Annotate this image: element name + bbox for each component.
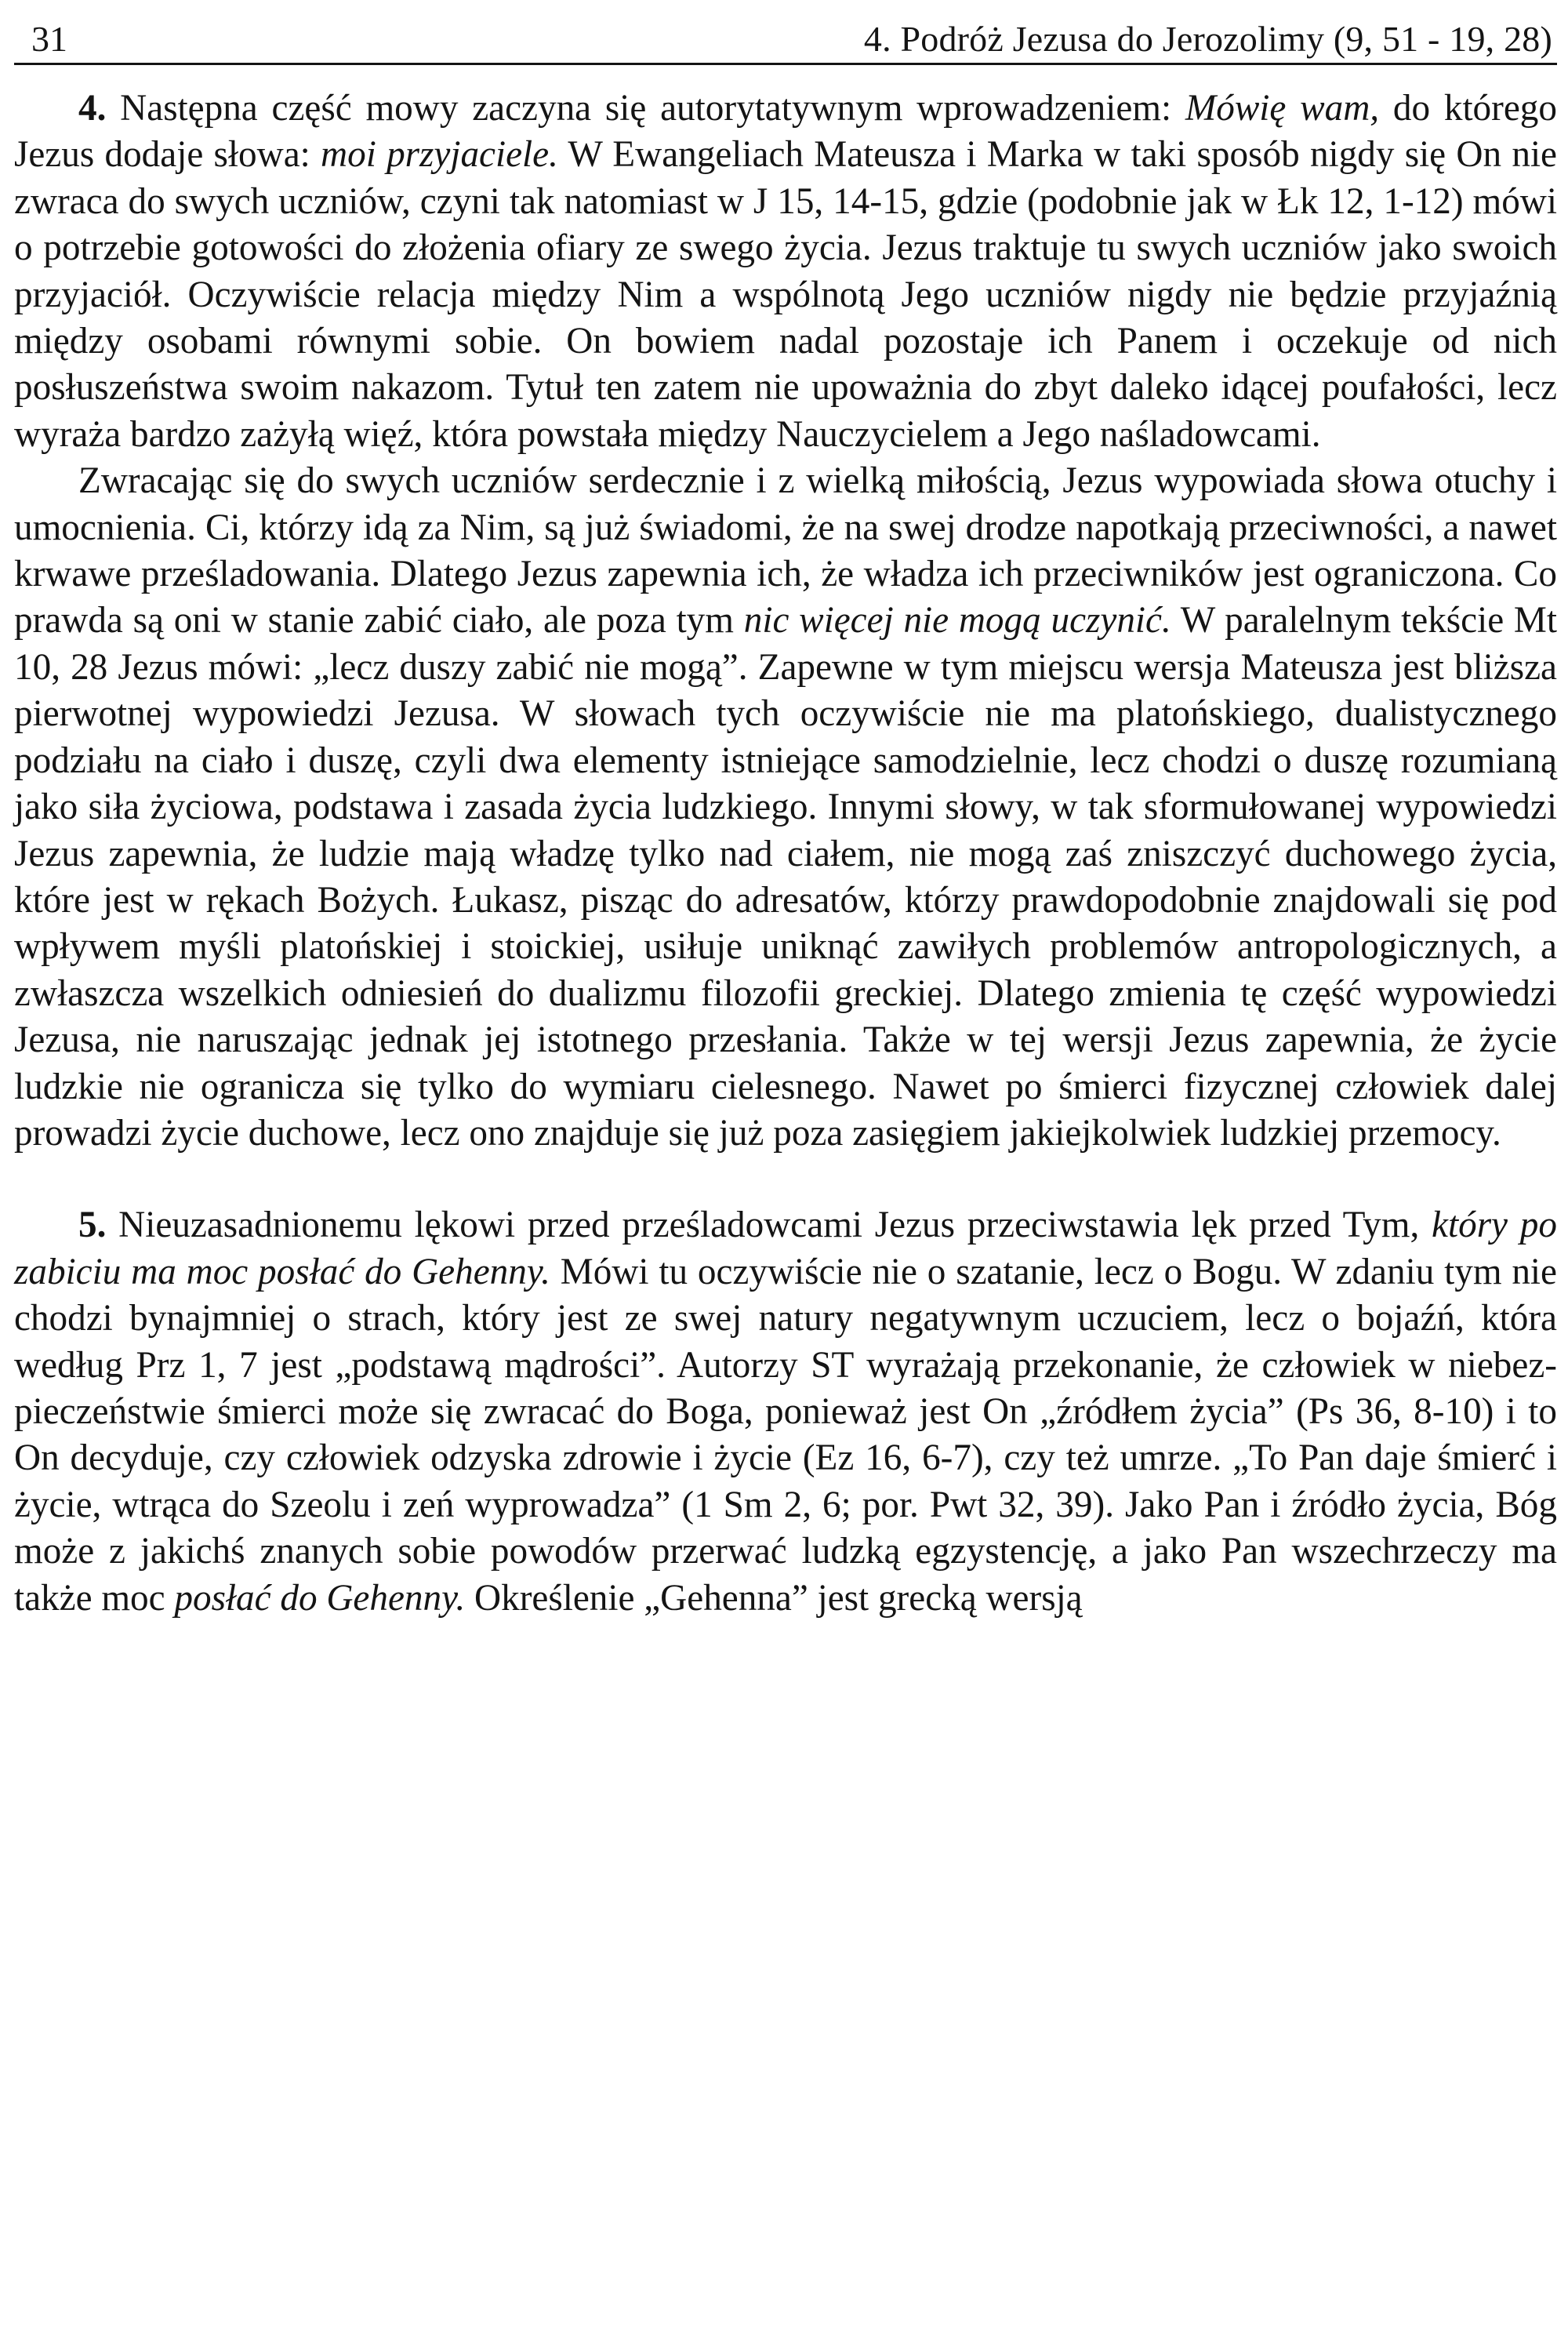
paragraph-4 [14, 85, 1557, 458]
body-text [14, 85, 1557, 1622]
page-number: 31 [31, 19, 67, 59]
section-number: 4. [78, 88, 107, 129]
text-run: W Ewangeliach Mateusza i Marka w taki sposób nigdy się On nie zwraca do swych uczniów, czyni tak natomiast w J 15, 14-15, gdzie (podobnie jak w Łk 12, 1-12) mówi o potrzebie gotowości do złożenia ofiary ze swego życia. Jezus traktuje tu swych uczniów jako swoich przyjaciół. Oczywiście relacja między Nim a wspólnotą Jego uczniów nigdy nie będzie przyjaźnią między osobami równymi sobie. On bowiem nadal pozostaje ich Panem i oczekuje od nich posłuszeństwa swoim nakazom. Tytuł ten zatem nie upoważnia do zbyt daleko idącej poufałości, lecz wyraża bardzo zażyłą więź, która powstała między Nauczycielem a Jego naśladowcami. [14, 134, 1557, 455]
text-run: Następna część mowy zaczyna się autorytatywnym wprowadzeniem: [106, 88, 1185, 129]
running-title: 4. Podróż Jezusa do Jerozolimy (9, 51 - 19, 28) [863, 19, 1552, 59]
italic-quote: moi przyjaciele. [321, 134, 558, 176]
paragraph-5 [14, 1202, 1557, 1622]
italic-quote: nic więcej nie mogą uczynić. [743, 600, 1171, 641]
text-run: W paralelnym tekście Mt 10, 28 Jezus mówi: „lecz duszy zabić nie mogą”. Zapewne w tym miejscu wersja Mateusza jest bliższa pierwotnej wypowiedzi Jezusa. W słowach tych oczywiście nie ma platońskiego, dualistycznego podziału na ciało i duszę, czyli dwa elementy istniejące samodzielnie, lecz chodzi o duszę rozumianą jako siła życiowa, podstawa i zasada życia ludzkiego. Innymi słowy, w tak sformułowanej wypowiedzi Jezus zapewnia, że ludzie mają władzę tylko nad ciałem, nie mogą zaś zniszczyć duchowego życia, które jest w rękach Bożych. Łukasz, pisząc do adresatów, którzy prawdopodobnie znajdowali się pod wpływem myśli platońskiej i stoickiej, usiłuje uniknąć zawiłych problemów antropologicznych, a zwłaszcza wszelkich odniesień do dualizmu filozofii greckiej. Dlatego zmienia tę część wypowiedzi Jezusa, nie naruszając jednak jej istotnego przesłania. Także w tej wersji Jezus zapewnia, że życie ludzkie nie ogranicza się tylko do wymiaru cielesnego. Nawet po śmierci fizycznej człowiek dalej prowadzi życie duchowe, lecz ono znajduje się już poza zasięgiem jakiejkolwiek ludzkiej przemocy. [14, 600, 1557, 1154]
italic-quote: posłać do Gehenny. [174, 1577, 466, 1619]
document-page [14, 17, 1557, 1622]
text-run: Mówi tu oczywiście nie o szatanie, lecz o Bogu. W zdaniu tym nie chodzi bynajmniej o strach, który jest ze swej natury negatywnym uczuciem, lecz o bojaźń, która według Prz 1, 7 jest „podstawą mądrości”. Autorzy ST wyrażają przekonanie, że człowiek w niebezpieczeństwie śmierci może się zwracać do Boga, ponieważ jest On „źródłem życia” (Ps 36, 8-10) i to On decyduje, czy człowiek odzyska zdrowie i życie (Ez 16, 6-7), czy też umrze. „To Pan daje śmierć i życie, wtrąca do Szeolu i zeń wyprowadza” (1 Sm 2, 6; por. Pwt 32, 39). Jako Pan i źródło życia, Bóg może z jakichś znanych sobie powodów przerwać ludzką egzystencję, a jako Pan wszechrzeczy ma także moc [14, 1251, 1557, 1619]
italic-quote: Mówię wam, [1185, 88, 1380, 129]
section-number: 5. [78, 1205, 107, 1246]
italic-quote: który po zabiciu ma moc posłać do Gehenny. [14, 1205, 1557, 1292]
text-run: Zwracając się do swych uczniów serdecznie i z wielką miłością, Jezus wypowiada słowa otuchy i umocnienia. Ci, którzy idą za Nim, są już świadomi, że na swej drodze napotkają przeciwności, a nawet krwawe prześladowania. Dlatego Jezus zapewnia ich, że władza ich przeciwników jest ograniczona. Co prawda są oni w stanie zabić ciało, ale poza tym [14, 460, 1557, 641]
text-run: do którego Jezus dodaje słowa: [14, 88, 1557, 176]
paragraph-4-continued [14, 458, 1557, 1157]
text-run: Określenie „Gehenna” jest grecką wersją [465, 1577, 1083, 1619]
running-header [14, 17, 1557, 65]
text-run: Nieuzasadnionemu lękowi przed prześladowcami Jezus przeciwstawia lęk przed Tym, [106, 1205, 1432, 1246]
